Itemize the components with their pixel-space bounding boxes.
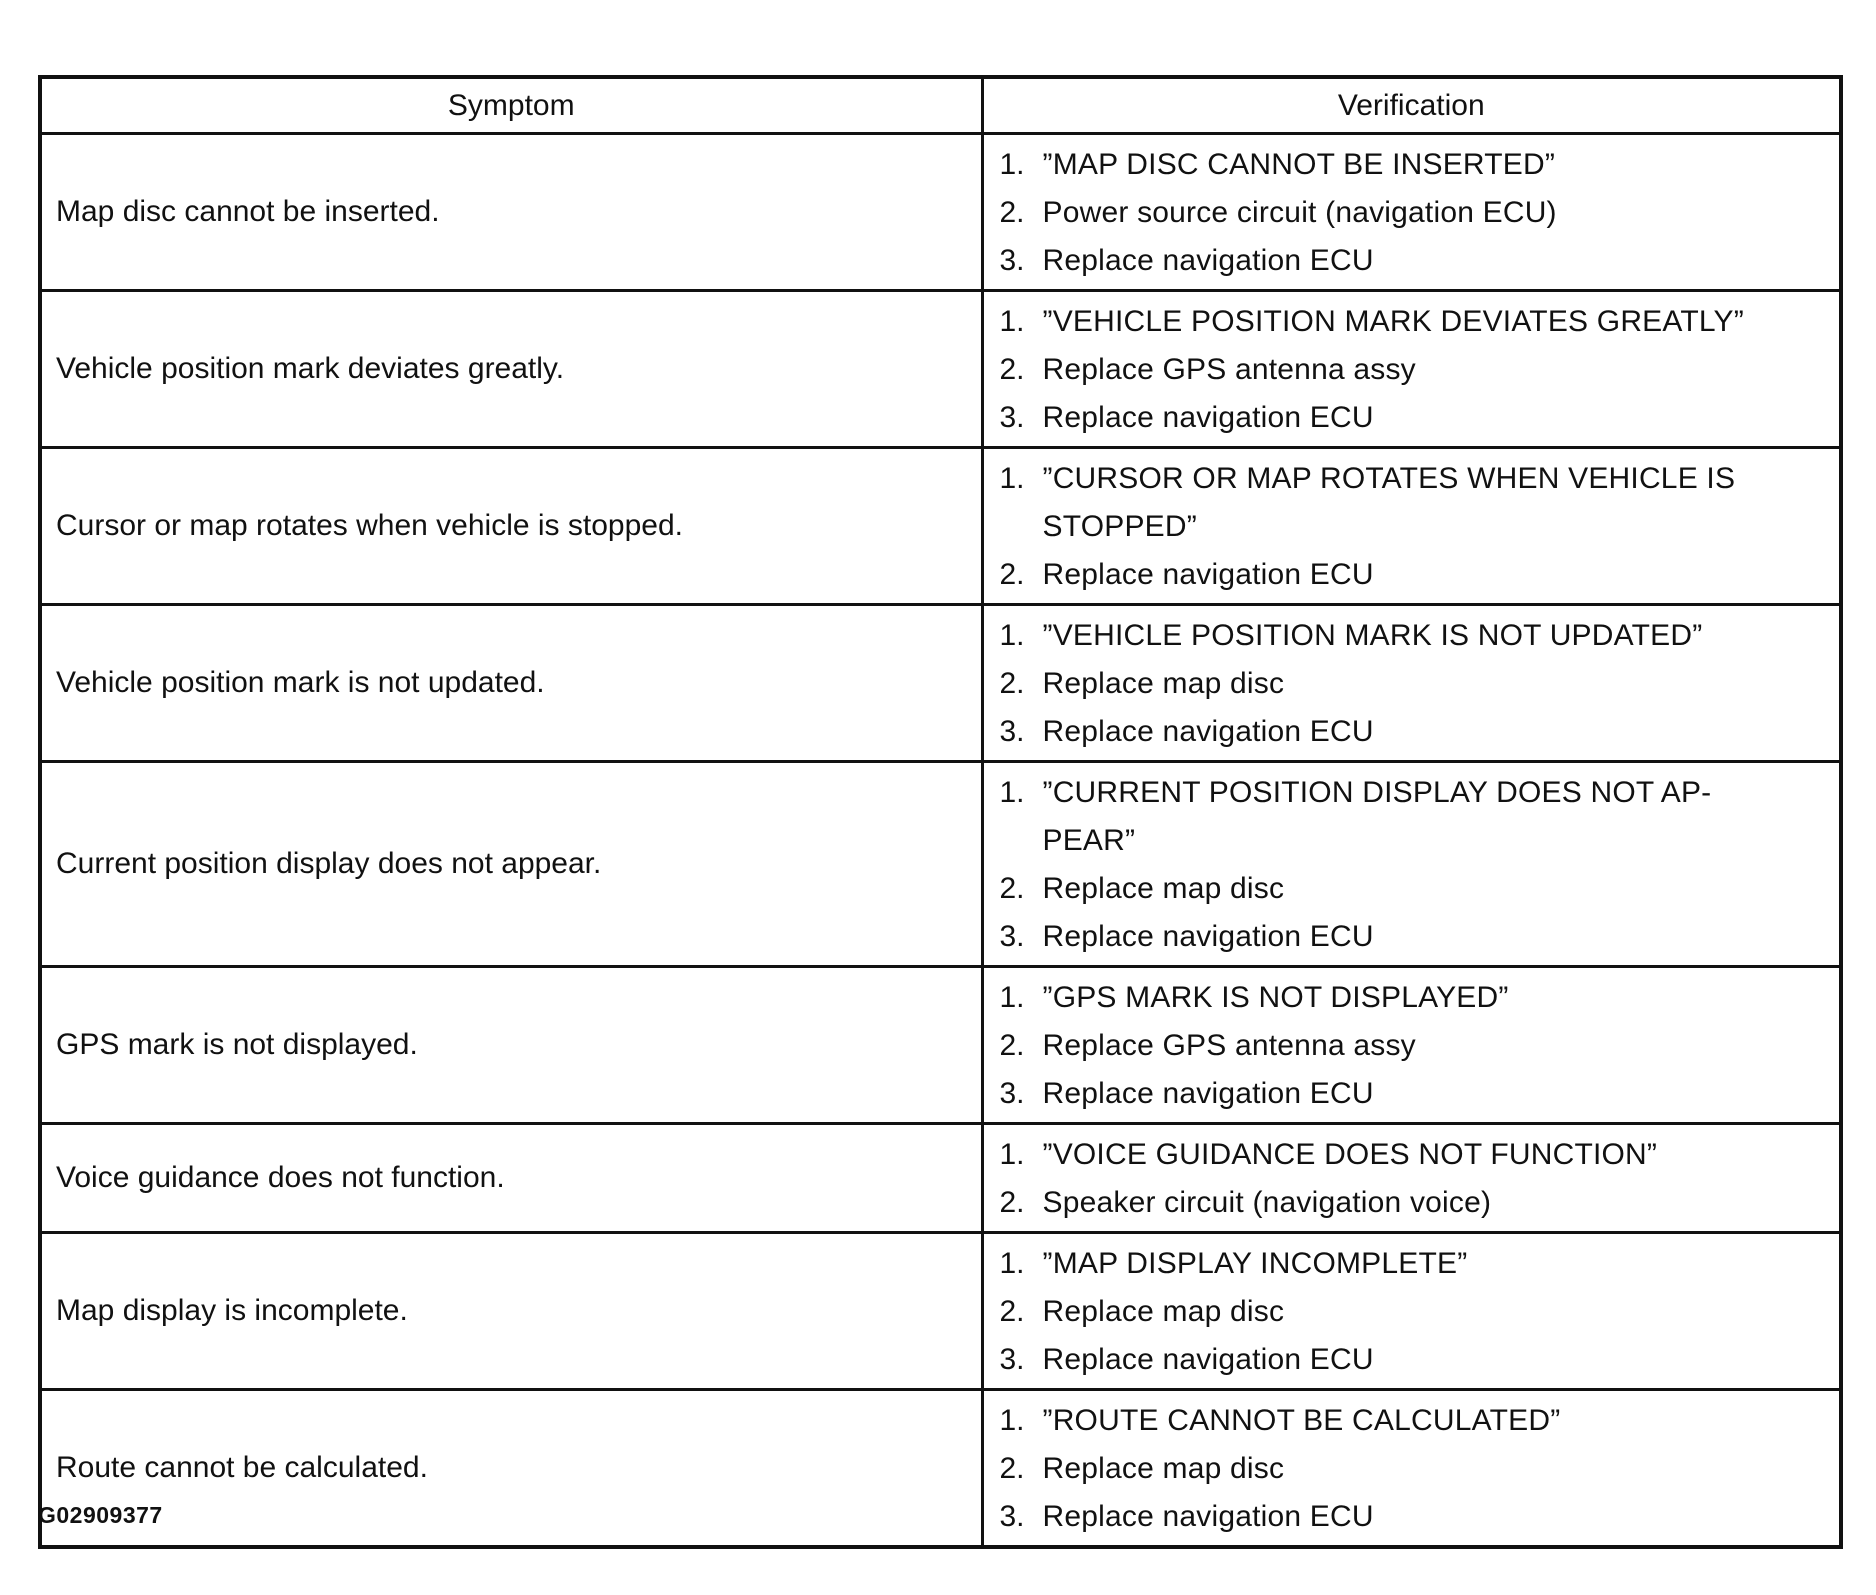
step-text [1043,189,1826,237]
step-text [1043,1131,1826,1179]
verification-step [1000,346,1826,394]
verification-step [1000,551,1826,599]
step-text-line: Power source circuit (navigation ECU) [1042,196,1557,229]
step-text-line: STOPPED” [1042,510,1197,543]
table-row [40,134,1841,291]
verification-column-header: Verification [982,77,1841,134]
step-number: 1. [999,1404,1025,1437]
step-number: 2. [999,1452,1025,1485]
verification-cell [982,1390,1841,1548]
step-text-line: ”CURRENT POSITION DISPLAY DOES NOT AP- [1042,776,1712,809]
verification-step [1000,455,1826,551]
table-row [40,1390,1841,1548]
step-text-line: ”MAP DISC CANNOT BE INSERTED” [1042,148,1556,181]
verification-step [1000,394,1826,442]
step-number: 2. [999,1295,1025,1328]
step-text [1043,551,1826,599]
step-text [1043,394,1826,442]
verification-steps [1000,1391,1826,1545]
step-text-line: Replace GPS antenna assy [1042,1029,1416,1062]
verification-step [1000,141,1826,189]
table-row [40,605,1841,762]
step-number: 1. [999,981,1025,1014]
table-row [40,1124,1841,1233]
verification-steps [1000,135,1826,289]
step-text [1043,455,1826,551]
step-text [1043,1179,1826,1227]
step-text [1043,612,1826,660]
verification-step [1000,660,1826,708]
symptom-cell: GPS mark is not displayed. [40,967,982,1124]
step-text-line: ”VOICE GUIDANCE DOES NOT FUNCTION” [1042,1138,1658,1171]
step-text-line: Replace navigation ECU [1042,401,1374,434]
verification-step [1000,1397,1826,1445]
verification-cell [982,134,1841,291]
step-text-line: Speaker circuit (navigation voice) [1042,1186,1492,1219]
step-text [1043,141,1826,189]
step-number: 1. [999,305,1025,338]
step-text [1043,769,1826,865]
step-number: 1. [999,1247,1025,1280]
table-header-row [40,77,1841,134]
step-text [1043,1445,1826,1493]
symptom-cell: Current position display does not appear. [40,762,982,967]
step-number: 2. [999,196,1025,229]
step-number: 1. [999,619,1025,652]
table-row [40,762,1841,967]
verification-step [1000,1445,1826,1493]
verification-step [1000,1336,1826,1384]
symptom-cell: Map disc cannot be inserted. [40,134,982,291]
verification-step [1000,298,1826,346]
step-text [1043,660,1826,708]
verification-step [1000,1240,1826,1288]
symptom-cell: Route cannot be calculated. [40,1390,982,1548]
symptom-cell: Vehicle position mark is not updated. [40,605,982,762]
step-text-line: Replace map disc [1042,667,1285,700]
step-text-line: ”ROUTE CANNOT BE CALCULATED” [1042,1404,1561,1437]
symptom-cell: Vehicle position mark deviates greatly. [40,291,982,448]
step-text [1043,1070,1826,1118]
step-number: 2. [999,1186,1025,1219]
verification-step [1000,974,1826,1022]
step-number: 3. [999,244,1025,277]
verification-step [1000,1022,1826,1070]
step-text [1043,237,1826,285]
verification-step [1000,708,1826,756]
verification-steps [1000,968,1826,1122]
step-text [1043,1493,1826,1541]
step-number: 2. [999,353,1025,386]
step-text-line: PEAR” [1042,824,1136,857]
step-text [1043,346,1826,394]
step-text-line: Replace navigation ECU [1042,715,1374,748]
step-number: 3. [999,920,1025,953]
verification-step [1000,1131,1826,1179]
step-number: 3. [999,1500,1025,1533]
table-row [40,1233,1841,1390]
step-text [1043,865,1826,913]
verification-step [1000,1493,1826,1541]
step-text [1043,974,1826,1022]
step-text-line: ”VEHICLE POSITION MARK IS NOT UPDATED” [1042,619,1703,652]
step-number: 1. [999,1138,1025,1171]
verification-step [1000,913,1826,961]
verification-steps [1000,1234,1826,1388]
symptom-cell: Cursor or map rotates when vehicle is stopped. [40,448,982,605]
step-number: 3. [999,1077,1025,1110]
step-number: 3. [999,715,1025,748]
step-text-line: Replace navigation ECU [1042,920,1374,953]
symptom-column-header: Symptom [40,77,982,134]
step-text-line: Replace navigation ECU [1042,558,1374,591]
step-text-line: ”GPS MARK IS NOT DISPLAYED” [1042,981,1509,1014]
step-number: 1. [999,462,1025,495]
figure-code: G02909377 [38,1502,163,1528]
step-text [1043,913,1826,961]
verification-step [1000,189,1826,237]
step-number: 3. [999,1343,1025,1376]
step-number: 2. [999,1029,1025,1062]
step-text-line: ”VEHICLE POSITION MARK DEVIATES GREATLY” [1042,305,1744,338]
table-row [40,448,1841,605]
step-text [1043,708,1826,756]
verification-step [1000,865,1826,913]
verification-step [1000,237,1826,285]
table-row [40,967,1841,1124]
step-text [1043,1336,1826,1384]
verification-cell [982,291,1841,448]
verification-cell [982,762,1841,967]
step-number: 2. [999,558,1025,591]
step-number: 1. [999,148,1025,181]
step-number: 2. [999,872,1025,905]
step-text-line: Replace map disc [1042,1295,1285,1328]
table-body [40,134,1841,1548]
verification-step [1000,769,1826,865]
verification-steps [1000,763,1826,965]
step-text-line: Replace navigation ECU [1042,1343,1374,1376]
verification-steps [1000,1125,1826,1231]
step-text-line: Replace navigation ECU [1042,1077,1374,1110]
symptom-cell: Voice guidance does not function. [40,1124,982,1233]
step-text [1043,1022,1826,1070]
step-text-line: ”MAP DISPLAY INCOMPLETE” [1042,1247,1468,1280]
verification-cell [982,967,1841,1124]
step-number: 2. [999,667,1025,700]
verification-step [1000,1070,1826,1118]
step-text-line: Replace map disc [1042,872,1285,905]
verification-steps [1000,292,1826,446]
step-text-line: Replace GPS antenna assy [1042,353,1416,386]
verification-step [1000,1179,1826,1227]
step-text-line: Replace map disc [1042,1452,1285,1485]
step-number: 1. [999,776,1025,809]
step-text [1043,1240,1826,1288]
verification-step [1000,612,1826,660]
step-text [1043,298,1826,346]
symptom-verification-table [38,75,1843,1549]
verification-cell [982,1124,1841,1233]
step-text [1043,1288,1826,1336]
verification-steps [1000,606,1826,760]
step-text-line: Replace navigation ECU [1042,244,1374,277]
step-number: 3. [999,401,1025,434]
verification-steps [1000,449,1826,603]
verification-cell [982,605,1841,762]
step-text [1043,1397,1826,1445]
verification-step [1000,1288,1826,1336]
verification-cell [982,448,1841,605]
symptom-cell: Map display is incomplete. [40,1233,982,1390]
step-text-line: Replace navigation ECU [1042,1500,1374,1533]
verification-cell [982,1233,1841,1390]
step-text-line: ”CURSOR OR MAP ROTATES WHEN VEHICLE IS [1042,462,1736,495]
table-row [40,291,1841,448]
